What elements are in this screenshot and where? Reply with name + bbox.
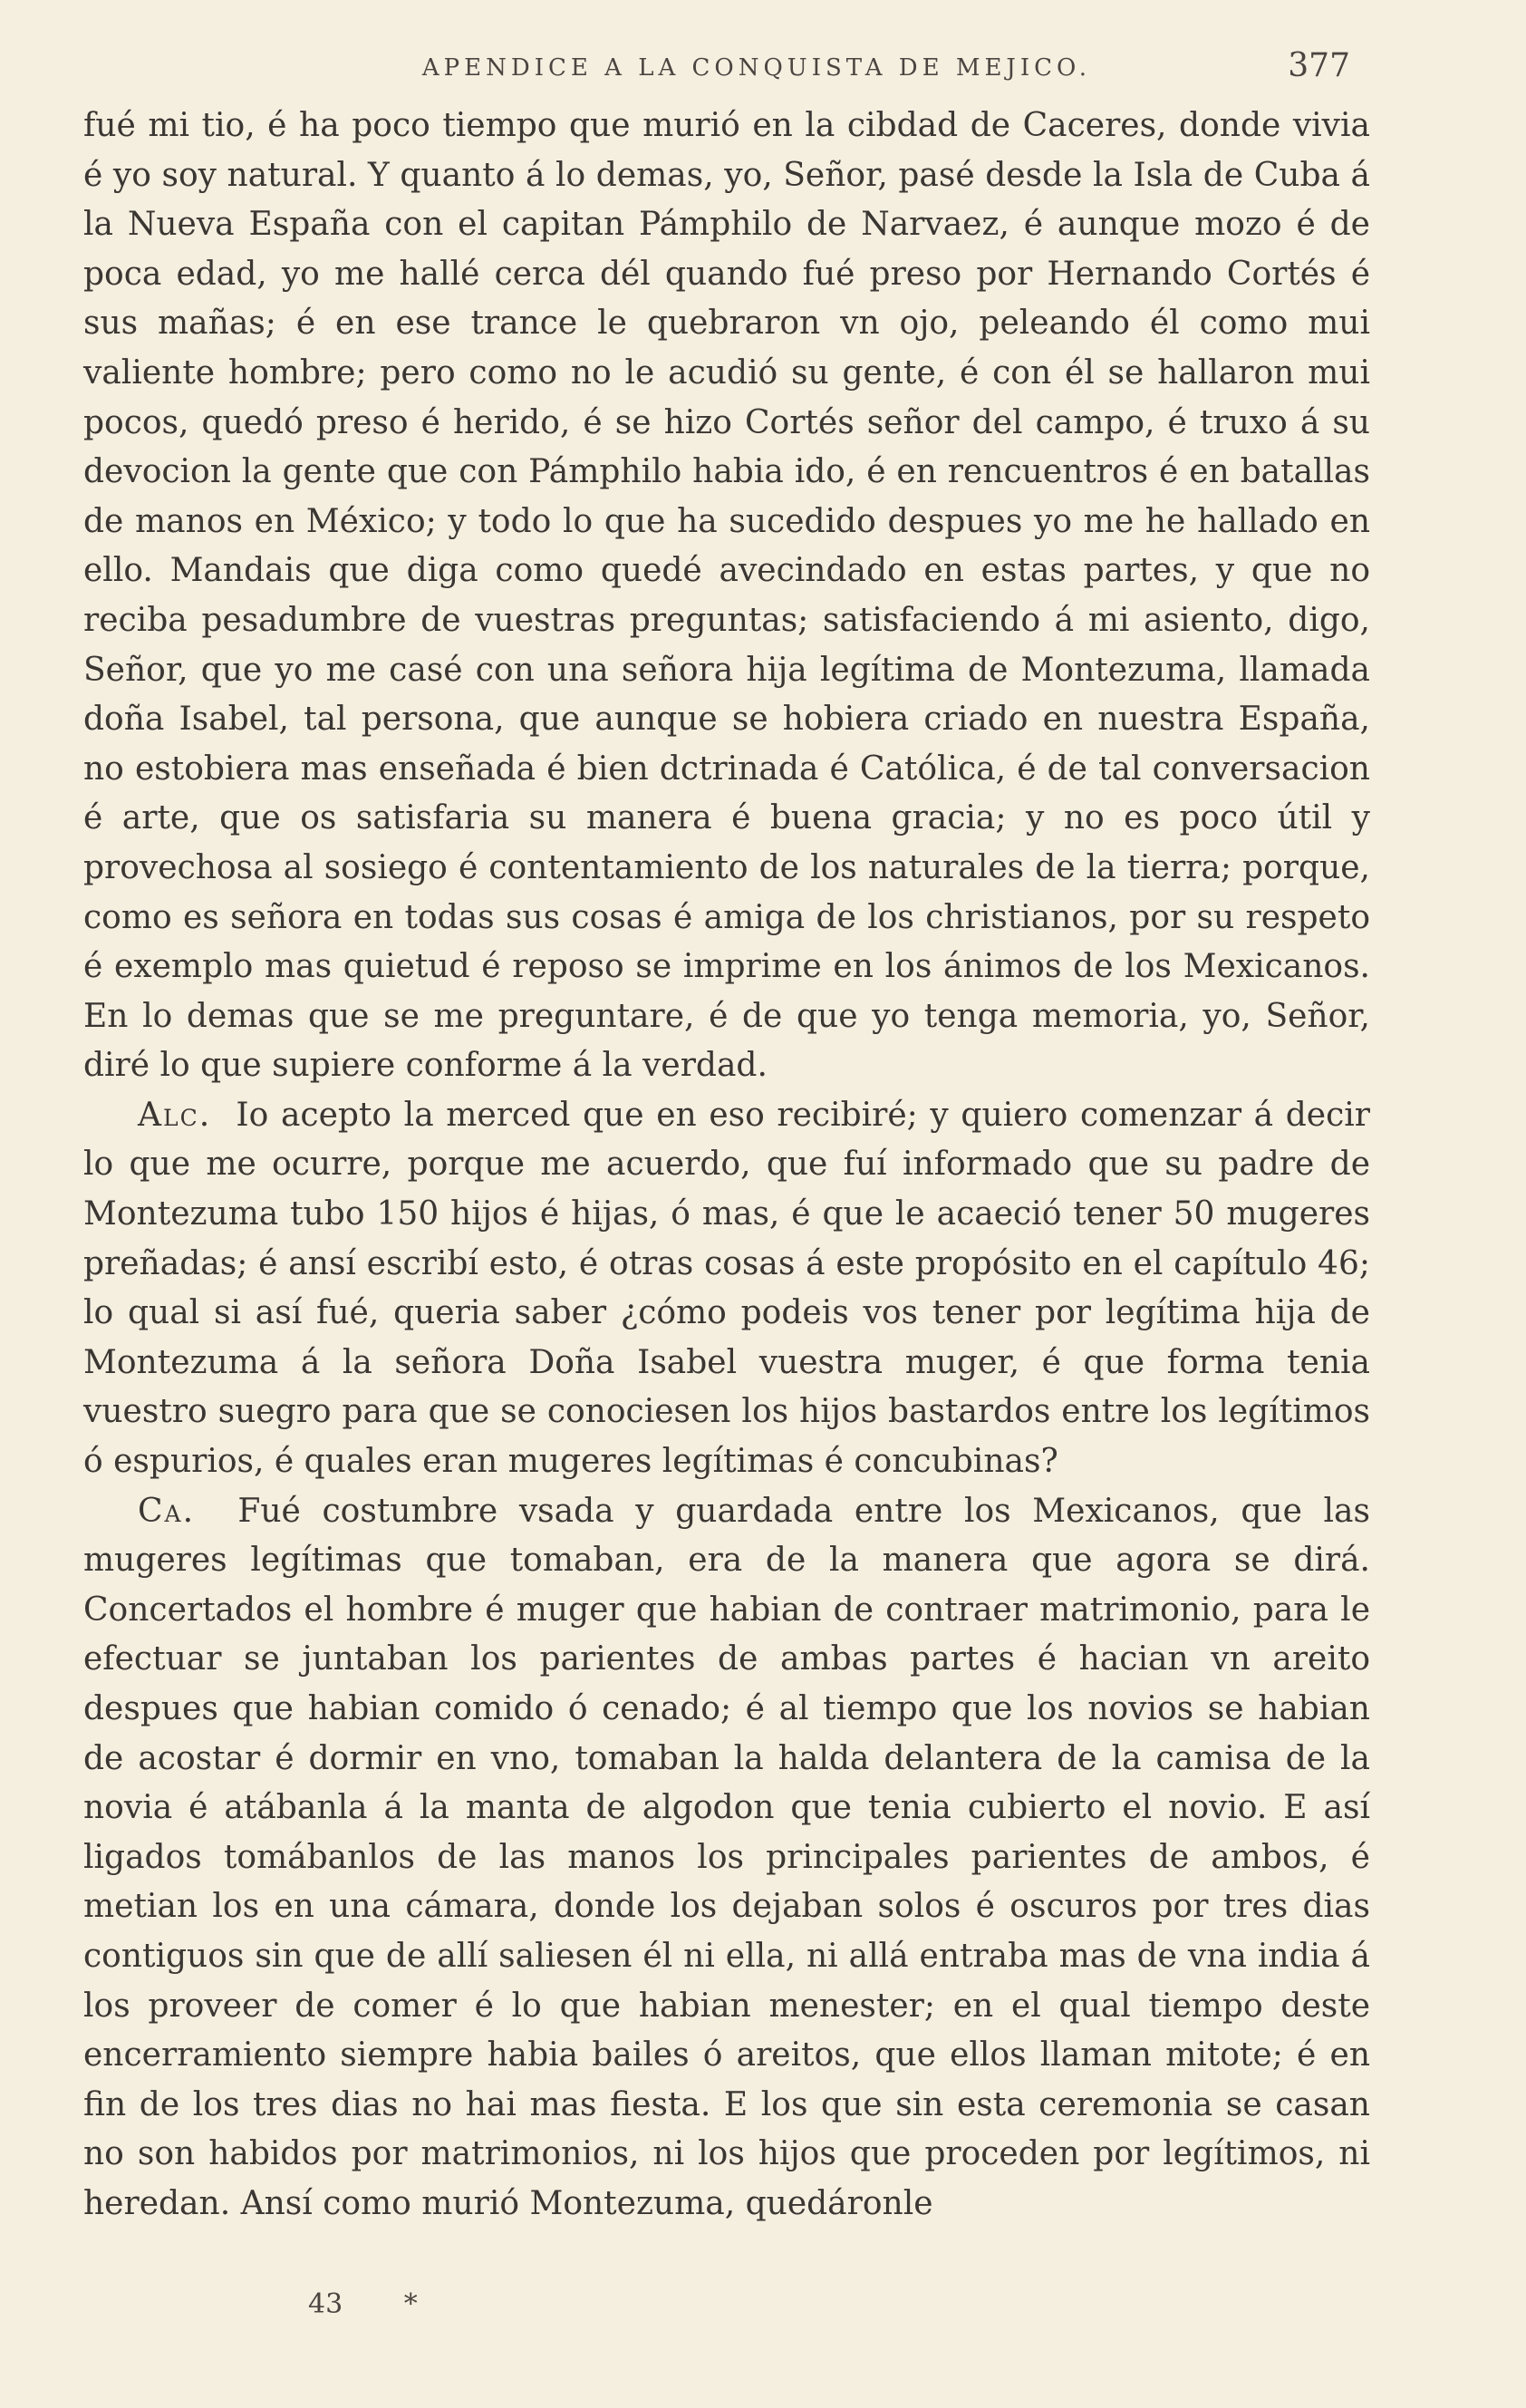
paragraph-text: fué mi tio, é ha poco tiempo que murió en la cibdad de Caceres, donde vivia é yo soy natural. Y quanto á lo demas, yo, Señor, pasé desde la Isla de Cuba á la Nueva España con el capitan Pámphilo de Narvaez, é aunque mozo é de poca edad, yo me hallé cerca dél quando fué preso por Hernando Cortés é sus mañas; é en ese trance le quebraron vn ojo, peleando él como mui valiente hombre; pero como no le acudió su gente, é con él se hallaron mui pocos, quedó preso é herido, é se hizo Cortés señor del campo, é truxo á su devocion la gente que con Pámphilo habia ido, é en rencuentros é en batallas de manos en México; y todo lo que ha sucedido despues yo me he hallado en ello. Mandais que diga como quedé avecindado en estas partes, y que no reciba pesadumbre de vuestras preguntas; satisfaciendo á mi asiento, digo, Señor, que yo me casé con una señora hija legítima de Montezuma, llamada doña Isabel, tal persona, que aunque se hobiera criado en nuestra España, no estobiera mas enseñada é bien dctrinada é Católica, é de tal conversacion é arte, que os satisfaria su manera é buena gracia; y no es poco útil y provechosa al sosiego é contentamiento de los naturales de la tierra; porque, como es señora en todas sus cosas é amiga de los christianos, por su respeto é exemplo mas quietud é reposo se imprime en los ánimos de los Mexicanos. En lo demas que se me preguntare, é de que yo tenga memoria, yo, Señor, diré lo que supiere conforme á la verdad. — [83, 107, 1370, 1085]
paragraph-ca — [83, 1487, 1370, 2229]
paragraph-alc — [83, 1091, 1370, 1487]
speaker-label: Alc. — [138, 1096, 212, 1134]
paragraph-continuation — [83, 102, 1370, 1091]
page-number: 377 — [1288, 47, 1350, 84]
page-footer — [308, 2288, 418, 2320]
signature-mark: 43 — [308, 2288, 343, 2320]
asterisk-mark: * — [403, 2288, 418, 2320]
speaker-label: Ca. — [138, 1492, 196, 1530]
running-title: APENDICE A LA CONQUISTA DE MEJICO. — [421, 54, 1092, 82]
paragraph-text: Io acepto la merced que en eso recibiré; y quiero comenzar á decir lo que me ocurre, porque me acuerdo, que fuí informado que su padre de Montezuma tubo 150 hijos é hijas, ó mas, é que le acaeció tener 50 mugeres preñadas; é ansí escribí esto, é otras cosas á este propósito en el capítulo 46; lo qual si así fué, queria saber ¿cómo podeis vos tener por legítima hija de Montezuma á la señora Doña Isabel vuestra muger, é que forma tenia vuestro suegro para que se conociesen los hijos bastardos entre los legítimos ó espurios, é quales eran mugeres legítimas é concubinas? — [83, 1096, 1370, 1481]
running-header — [163, 47, 1350, 91]
body-text — [83, 102, 1370, 2229]
paragraph-text: Fué costumbre vsada y guardada entre los Mexicanos, que las mugeres legítimas que tomaban, era de la manera que agora se dirá. Concertados el hombre é muger que habian de contraer matrimonio, para le efectuar se juntaban los parientes de ambas partes é hacian vn areito despues que habian comido ó cenado; é al tiempo que los novios se habian de acostar é dormir en vno, tomaban la halda delantera de la camisa de la novia é atábanla á la manta de algodon que tenia cubierto el novio. E así ligados tomábanlos de las manos los principales parientes de ambos, é metian los en una cámara, donde los dejaban solos é oscuros por tres dias contiguos sin que de allí saliesen él ni ella, ni allá entraba mas de vna india á los proveer de comer é lo que habian menester; en el qual tiempo deste encerramiento siempre habia bailes ó areitos, que ellos llaman mitote; é en fin de los tres dias no hai mas fiesta. E los que sin esta ceremonia se casan no son habidos por matrimonios, ni los hijos que proceden por legítimos, ni heredan. Ansí como murió Montezuma, quedáronle — [83, 1492, 1370, 2222]
